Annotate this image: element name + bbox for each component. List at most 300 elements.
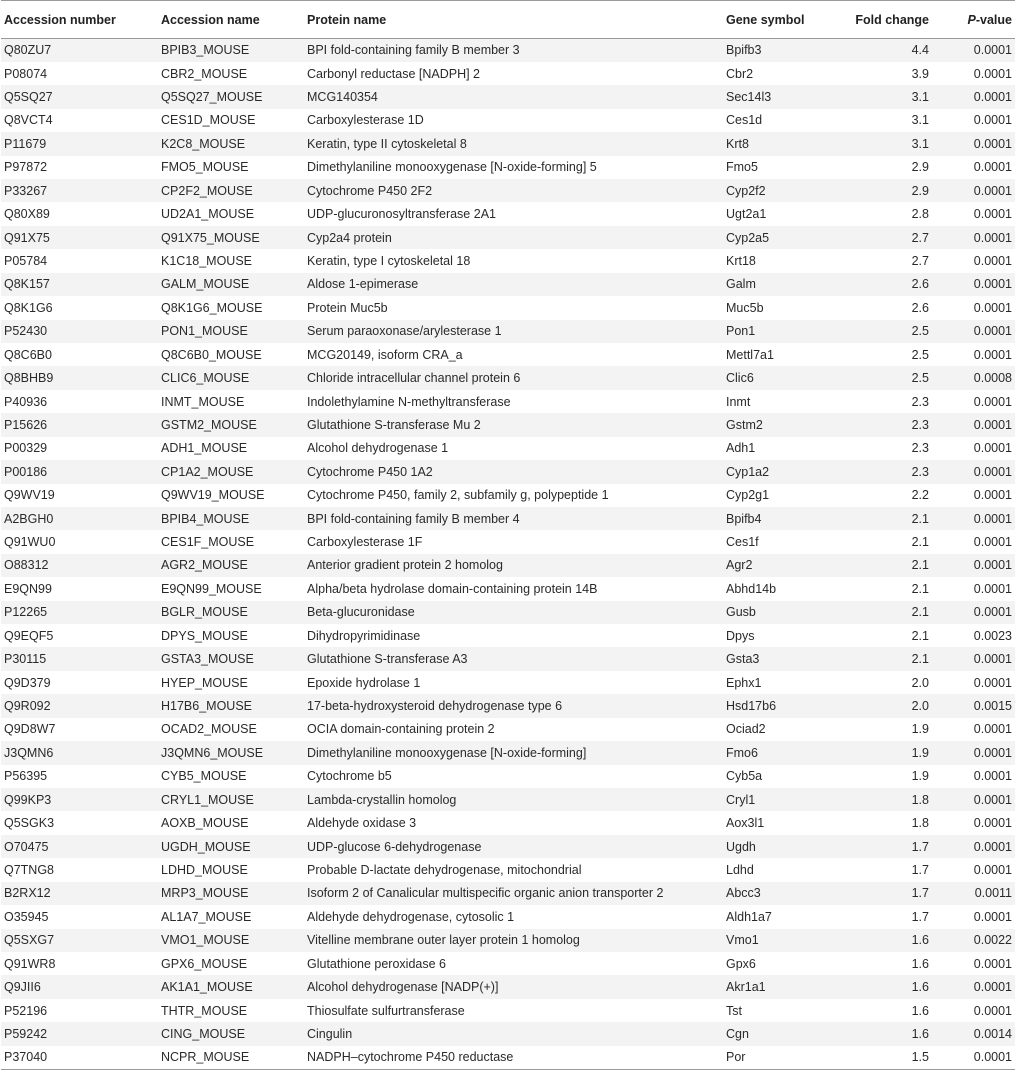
p-value-cell: 0.0001 [973, 535, 1012, 550]
accession-number-cell: P52430 [1, 320, 158, 343]
protein-name-cell: Cingulin [304, 1022, 723, 1045]
table-row [1, 882, 1015, 905]
fold-change-cell: 1.6 [823, 929, 932, 952]
accession-name-cell: UGDH_MOUSE [158, 835, 304, 858]
gene-symbol-cell: Bpifb3 [723, 39, 823, 62]
accession-number-cell: Q8C6B0 [4, 347, 52, 362]
protein-name-cell: Dimethylaniline monooxygenase [N-oxide-forming] 5 [307, 160, 597, 175]
table-row [1, 718, 1015, 741]
accession-name-cell: CBR2_MOUSE [161, 66, 248, 81]
accession-name-cell: Q91X75_MOUSE [158, 226, 304, 249]
table-row [1, 671, 1015, 694]
fold-change-cell: 3.1 [823, 132, 932, 155]
table-row [1, 624, 1015, 647]
p-value-cell: 0.0001 [973, 394, 1012, 409]
header-p-value-suffix: -value [975, 12, 1012, 27]
accession-number-cell: P00186 [1, 460, 158, 483]
table-row [1, 484, 1015, 507]
gene-symbol-cell: Inmt [726, 394, 751, 409]
table-row [1, 320, 1015, 343]
accession-number-cell: P56395 [4, 769, 48, 784]
accession-name-cell: OCAD2_MOUSE [161, 722, 257, 737]
table-body [1, 39, 1015, 1070]
fold-change-cell: 2.9 [823, 179, 932, 202]
table-row [1, 85, 1015, 108]
gene-symbol-cell: Agr2 [723, 554, 823, 577]
protein-name-cell: Cytochrome P450 1A2 [304, 460, 723, 483]
accession-name-cell: BGLR_MOUSE [158, 601, 304, 624]
p-value-cell: 0.0001 [932, 788, 1015, 811]
gene-symbol-cell: Fmo6 [723, 741, 823, 764]
p-value-cell: 0.0001 [932, 554, 1015, 577]
gene-symbol-cell: Akr1a1 [723, 975, 823, 998]
p-value-cell: 0.0001 [932, 601, 1015, 624]
gene-symbol-cell: Aldh1a7 [726, 909, 772, 924]
p-value-cell: 0.0023 [973, 628, 1012, 643]
protein-name-cell: Glutathione S-transferase Mu 2 [304, 413, 723, 436]
protein-name-cell: Serum paraoxonase/arylesterase 1 [304, 320, 723, 343]
accession-name-cell: AOXB_MOUSE [161, 816, 249, 831]
gene-symbol-cell: Clic6 [723, 366, 823, 389]
header-fold-change: Fold change [823, 1, 932, 39]
p-value-cell: 0.0001 [932, 507, 1015, 530]
p-value-cell: 0.0001 [973, 66, 1012, 81]
gene-symbol-cell: Ces1f [726, 535, 759, 550]
accession-name-cell: BPIB4_MOUSE [158, 507, 304, 530]
p-value-cell: 0.0001 [973, 581, 1012, 596]
table-row [1, 273, 1015, 296]
accession-number-cell: O88312 [1, 554, 158, 577]
gene-symbol-cell: Gusb [723, 601, 823, 624]
accession-name-cell: HYEP_MOUSE [161, 675, 248, 690]
p-value-cell: 0.0001 [973, 254, 1012, 268]
accession-number-cell: Q7TNG8 [4, 862, 55, 877]
header-accession-name: Accession name [158, 1, 304, 39]
fold-change-cell: 2.0 [911, 675, 929, 690]
table-row [1, 788, 1015, 811]
protein-name-cell: Dimethylaniline monooxygenase [N-oxide-forming] [304, 741, 723, 764]
fold-change-cell: 2.3 [823, 413, 932, 436]
accession-number-cell: Q91WR8 [4, 956, 56, 971]
fold-change-cell: 1.8 [911, 816, 929, 831]
protein-name-cell: Chloride intracellular channel protein 6 [304, 366, 723, 389]
fold-change-cell: 1.7 [911, 862, 929, 877]
p-value-cell: 0.0011 [932, 882, 1015, 905]
accession-name-cell: UD2A1_MOUSE [161, 207, 255, 222]
fold-change-cell: 1.6 [823, 1022, 932, 1045]
p-value-cell: 0.0001 [973, 441, 1012, 456]
fold-change-cell: 1.9 [911, 722, 929, 737]
gene-symbol-cell: Cryl1 [723, 788, 823, 811]
fold-change-cell: 2.1 [823, 601, 932, 624]
gene-symbol-cell: Aox3l1 [726, 816, 765, 831]
table-row [1, 460, 1015, 483]
fold-change-cell: 1.7 [911, 909, 929, 924]
protein-name-cell: Protein Muc5b [307, 300, 388, 315]
fold-change-cell: 3.1 [823, 85, 932, 108]
protein-name-cell: Alcohol dehydrogenase [NADP(+)] [304, 975, 723, 998]
accession-number-cell: Q5SXG7 [1, 929, 158, 952]
table-row [1, 249, 1015, 272]
accession-name-cell: Q8K1G6_MOUSE [161, 300, 263, 315]
table-row [1, 765, 1015, 788]
accession-number-cell: Q99KP3 [1, 788, 158, 811]
table-row [1, 390, 1015, 413]
gene-symbol-cell: Ephx1 [726, 675, 762, 690]
p-value-cell: 0.0001 [932, 647, 1015, 670]
accession-number-cell: Q91X75 [1, 226, 158, 249]
table-row [1, 1022, 1015, 1045]
p-value-cell: 0.0001 [932, 320, 1015, 343]
accession-number-cell: J3QMN6 [1, 741, 158, 764]
protein-table [1, 0, 1015, 1070]
accession-number-cell: E9QN99 [4, 581, 52, 596]
table-row [1, 975, 1015, 998]
protein-name-cell: MCG140354 [304, 85, 723, 108]
p-value-cell: 0.0001 [932, 179, 1015, 202]
gene-symbol-cell: Ociad2 [726, 722, 766, 737]
p-value-cell: 0.0001 [973, 769, 1012, 784]
accession-name-cell: GPX6_MOUSE [161, 956, 248, 971]
accession-name-cell: H17B6_MOUSE [158, 694, 304, 717]
fold-change-cell: 1.7 [823, 835, 932, 858]
accession-number-cell: Q91WU0 [4, 535, 56, 550]
accession-number-cell: P15626 [1, 413, 158, 436]
accession-name-cell: CRYL1_MOUSE [158, 788, 304, 811]
fold-change-cell: 2.1 [911, 581, 929, 596]
fold-change-cell: 3.1 [911, 113, 929, 128]
p-value-cell: 0.0001 [973, 207, 1012, 222]
accession-name-cell: CLIC6_MOUSE [158, 366, 304, 389]
fold-change-cell: 2.1 [823, 647, 932, 670]
accession-name-cell: AK1A1_MOUSE [158, 975, 304, 998]
fold-change-cell: 2.3 [911, 441, 929, 456]
accession-name-cell: CP2F2_MOUSE [158, 179, 304, 202]
gene-symbol-cell: Gstm2 [723, 413, 823, 436]
accession-name-cell: Q9WV19_MOUSE [161, 488, 265, 503]
p-value-cell: 0.0015 [932, 694, 1015, 717]
fold-change-cell: 2.1 [911, 628, 929, 643]
table-row [1, 437, 1015, 460]
accession-number-cell: P40936 [4, 394, 48, 409]
accession-number-cell: P37040 [1, 1046, 158, 1069]
gene-symbol-cell: Por [723, 1046, 823, 1069]
p-value-cell: 0.0001 [932, 1046, 1015, 1069]
table-row [1, 413, 1015, 436]
protein-name-cell: Glutathione peroxidase 6 [307, 956, 446, 971]
protein-name-cell: Aldehyde dehydrogenase, cytosolic 1 [307, 909, 515, 924]
p-value-cell: 0.0001 [932, 460, 1015, 483]
table-row [1, 647, 1015, 670]
p-value-cell: 0.0001 [932, 39, 1015, 62]
protein-name-cell: Probable D-lactate dehydrogenase, mitochondrial [307, 862, 582, 877]
accession-name-cell: LDHD_MOUSE [161, 862, 248, 877]
accession-number-cell: Q9R092 [1, 694, 158, 717]
accession-name-cell: MRP3_MOUSE [158, 882, 304, 905]
fold-change-cell: 2.1 [823, 554, 932, 577]
header-p-value-italic: P [967, 12, 976, 27]
table-row [1, 601, 1015, 624]
table-row [1, 296, 1015, 319]
accession-name-cell: Q8C6B0_MOUSE [161, 347, 262, 362]
accession-name-cell: CING_MOUSE [158, 1022, 304, 1045]
fold-change-cell: 2.8 [911, 207, 929, 222]
table-row [1, 835, 1015, 858]
table-row [1, 530, 1015, 553]
gene-symbol-cell: Vmo1 [723, 929, 823, 952]
header-accession-number: Accession number [1, 1, 158, 39]
accession-number-cell: Q9D8W7 [4, 722, 56, 737]
accession-number-cell: Q8K1G6 [4, 300, 53, 315]
fold-change-cell: 1.8 [823, 788, 932, 811]
accession-number-cell: P08074 [4, 66, 48, 81]
table-row [1, 905, 1015, 928]
gene-symbol-cell: Fmo5 [726, 160, 758, 175]
gene-symbol-cell: Cyp2a5 [723, 226, 823, 249]
table-row [1, 109, 1015, 132]
gene-symbol-cell: Dpys [726, 628, 755, 643]
gene-symbol-cell: Cyp2f2 [723, 179, 823, 202]
table-row [1, 811, 1015, 834]
accession-name-cell: DPYS_MOUSE [161, 628, 248, 643]
p-value-cell: 0.0001 [932, 975, 1015, 998]
gene-symbol-cell: Pon1 [723, 320, 823, 343]
gene-symbol-cell: Muc5b [726, 300, 764, 315]
gene-symbol-cell: Cgn [723, 1022, 823, 1045]
p-value-cell: 0.0001 [973, 160, 1012, 175]
protein-name-cell: Carboxylesterase 1D [307, 113, 424, 128]
accession-number-cell: P00329 [4, 441, 48, 456]
protein-name-cell: Beta-glucuronidase [304, 601, 723, 624]
accession-name-cell: K1C18_MOUSE [161, 254, 253, 268]
accession-name-cell: E9QN99_MOUSE [161, 581, 262, 596]
accession-name-cell: GSTA3_MOUSE [158, 647, 304, 670]
accession-name-cell: GSTM2_MOUSE [158, 413, 304, 436]
protein-name-cell: Aldose 1-epimerase [304, 273, 723, 296]
protein-name-cell: BPI fold-containing family B member 3 [304, 39, 723, 62]
p-value-cell: 0.0001 [973, 347, 1012, 362]
gene-symbol-cell: Ugt2a1 [726, 207, 767, 222]
p-value-cell: 0.0001 [973, 816, 1012, 831]
p-value-cell: 0.0001 [973, 675, 1012, 690]
gene-symbol-cell: Ugdh [723, 835, 823, 858]
gene-symbol-cell: Tst [726, 1003, 742, 1018]
accession-number-cell: O35945 [4, 909, 49, 924]
p-value-cell: 0.0001 [932, 273, 1015, 296]
p-value-cell: 0.0001 [932, 413, 1015, 436]
protein-name-cell: Anterior gradient protein 2 homolog [304, 554, 723, 577]
protein-name-cell: MCG20149, isoform CRA_a [307, 347, 463, 362]
protein-name-cell: Alpha/beta hydrolase domain-containing protein 14B [307, 581, 598, 596]
fold-change-cell: 1.9 [823, 741, 932, 764]
fold-change-cell: 2.1 [911, 535, 929, 550]
gene-symbol-cell: Galm [723, 273, 823, 296]
fold-change-cell: 4.4 [823, 39, 932, 62]
gene-symbol-cell: Cyp1a2 [723, 460, 823, 483]
protein-name-cell: Aldehyde oxidase 3 [307, 816, 417, 831]
fold-change-cell: 2.7 [823, 226, 932, 249]
table-row [1, 62, 1015, 85]
fold-change-cell: 2.6 [911, 300, 929, 315]
table-row [1, 202, 1015, 225]
p-value-cell: 0.0001 [973, 862, 1012, 877]
table-row [1, 554, 1015, 577]
p-value-cell: 0.0001 [973, 1003, 1012, 1018]
accession-number-cell: Q80ZU7 [1, 39, 158, 62]
table-row [1, 179, 1015, 202]
fold-change-cell: 2.2 [911, 488, 929, 503]
table-row [1, 999, 1015, 1022]
accession-name-cell: VMO1_MOUSE [158, 929, 304, 952]
accession-name-cell: CES1F_MOUSE [161, 535, 255, 550]
accession-name-cell: K2C8_MOUSE [158, 132, 304, 155]
fold-change-cell: 3.9 [911, 66, 929, 81]
table-row [1, 694, 1015, 717]
protein-name-cell: Glutathione S-transferase A3 [304, 647, 723, 670]
table-row [1, 343, 1015, 366]
gene-symbol-cell: Krt8 [723, 132, 823, 155]
protein-name-cell: UDP-glucuronosyltransferase 2A1 [307, 207, 496, 222]
accession-number-cell: P12265 [1, 601, 158, 624]
protein-name-cell: 17-beta-hydroxysteroid dehydrogenase type 6 [304, 694, 723, 717]
header-gene-symbol: Gene symbol [723, 1, 823, 39]
p-value-cell: 0.0001 [973, 488, 1012, 503]
accession-name-cell: CP1A2_MOUSE [158, 460, 304, 483]
accession-number-cell: Q5SGK3 [4, 816, 55, 831]
gene-symbol-cell: Bpifb4 [723, 507, 823, 530]
protein-name-cell: Lambda-crystallin homolog [304, 788, 723, 811]
accession-number-cell: P59242 [1, 1022, 158, 1045]
protein-name-cell: UDP-glucose 6-dehydrogenase [304, 835, 723, 858]
fold-change-cell: 2.0 [823, 694, 932, 717]
accession-number-cell: P33267 [1, 179, 158, 202]
gene-symbol-cell: Abcc3 [723, 882, 823, 905]
p-value-cell: 0.0001 [932, 85, 1015, 108]
fold-change-cell: 2.5 [823, 320, 932, 343]
table-row [1, 858, 1015, 881]
p-value-cell: 0.0008 [932, 366, 1015, 389]
table-row [1, 156, 1015, 179]
fold-change-cell: 2.3 [911, 394, 929, 409]
accession-name-cell: BPIB3_MOUSE [158, 39, 304, 62]
accession-number-cell: Q8VCT4 [4, 113, 53, 128]
p-value-cell: 0.0001 [932, 226, 1015, 249]
protein-name-cell: Cytochrome b5 [307, 769, 392, 784]
accession-name-cell: FMO5_MOUSE [161, 160, 249, 175]
protein-name-cell: Carboxylesterase 1F [307, 535, 423, 550]
protein-name-cell: Cyp2a4 protein [304, 226, 723, 249]
accession-number-cell: Q9JII6 [1, 975, 158, 998]
fold-change-cell: 1.6 [823, 975, 932, 998]
fold-change-cell: 2.1 [823, 507, 932, 530]
protein-name-cell: Isoform 2 of Canalicular multispecific organic anion transporter 2 [304, 882, 723, 905]
gene-symbol-cell: Cyp2g1 [726, 488, 770, 503]
protein-name-cell: Keratin, type I cytoskeletal 18 [307, 254, 471, 268]
fold-change-cell: 2.5 [823, 366, 932, 389]
gene-symbol-cell: Cbr2 [726, 66, 754, 81]
fold-change-cell: 1.6 [911, 1003, 929, 1018]
accession-name-cell: J3QMN6_MOUSE [158, 741, 304, 764]
p-value-cell: 0.0001 [973, 113, 1012, 128]
accession-number-cell: Q8BHB9 [1, 366, 158, 389]
accession-number-cell: P52196 [4, 1003, 48, 1018]
table-row [1, 366, 1015, 389]
protein-name-cell: OCIA domain-containing protein 2 [307, 722, 495, 737]
protein-name-cell: Dihydropyrimidinase [307, 628, 421, 643]
p-value-cell: 0.0001 [932, 835, 1015, 858]
protein-name-cell: Carbonyl reductase [NADPH] 2 [307, 66, 480, 81]
gene-symbol-cell: Mettl7a1 [726, 347, 774, 362]
header-protein-name: Protein name [304, 1, 723, 39]
accession-name-cell: AGR2_MOUSE [158, 554, 304, 577]
accession-number-cell: Q8K157 [1, 273, 158, 296]
p-value-cell: 0.0001 [973, 909, 1012, 924]
table-row [1, 1046, 1015, 1069]
protein-name-cell: BPI fold-containing family B member 4 [304, 507, 723, 530]
table-header [1, 1, 1015, 39]
table-row [1, 226, 1015, 249]
protein-name-cell: Cytochrome P450 2F2 [304, 179, 723, 202]
accession-number-cell: Q9WV19 [4, 488, 55, 503]
gene-symbol-cell: Ces1d [726, 113, 763, 128]
table-row [1, 507, 1015, 530]
p-value-cell: 0.0001 [932, 132, 1015, 155]
gene-symbol-cell: Krt18 [726, 254, 756, 268]
accession-name-cell: NCPR_MOUSE [158, 1046, 304, 1069]
fold-change-cell: 2.5 [911, 347, 929, 362]
accession-number-cell: Q5SQ27 [1, 85, 158, 108]
protein-name-cell: Alcohol dehydrogenase 1 [307, 441, 449, 456]
header-p-value [932, 1, 1015, 39]
accession-number-cell: Q9EQF5 [4, 628, 54, 643]
gene-symbol-cell: Cyb5a [726, 769, 763, 784]
accession-name-cell: Q5SQ27_MOUSE [158, 85, 304, 108]
gene-symbol-cell: Abhd14b [726, 581, 777, 596]
fold-change-cell: 2.7 [911, 254, 929, 268]
p-value-cell: 0.0001 [973, 956, 1012, 971]
accession-number-cell: Q9D379 [4, 675, 51, 690]
gene-symbol-cell: Hsd17b6 [723, 694, 823, 717]
protein-name-cell: Cytochrome P450, family 2, subfamily g, polypeptide 1 [307, 488, 609, 503]
accession-name-cell: ADH1_MOUSE [161, 441, 248, 456]
header-row [1, 1, 1015, 39]
gene-symbol-cell: Adh1 [726, 441, 756, 456]
accession-number-cell: Q80X89 [4, 207, 50, 222]
p-value-cell: 0.0022 [932, 929, 1015, 952]
table-row [1, 952, 1015, 975]
table-row [1, 132, 1015, 155]
accession-name-cell: CYB5_MOUSE [161, 769, 247, 784]
accession-name-cell: GALM_MOUSE [158, 273, 304, 296]
accession-number-cell: P11679 [1, 132, 158, 155]
fold-change-cell: 2.6 [823, 273, 932, 296]
fold-change-cell: 1.5 [823, 1046, 932, 1069]
fold-change-cell: 2.3 [823, 460, 932, 483]
accession-number-cell: P30115 [1, 647, 158, 670]
p-value-cell: 0.0001 [973, 722, 1012, 737]
table-row [1, 741, 1015, 764]
protein-name-cell: Vitelline membrane outer layer protein 1 homolog [304, 929, 723, 952]
protein-name-cell: NADPH–cytochrome P450 reductase [304, 1046, 723, 1069]
accession-name-cell: THTR_MOUSE [161, 1003, 248, 1018]
accession-number-cell: O70475 [1, 835, 158, 858]
fold-change-cell: 2.9 [911, 160, 929, 175]
table-row [1, 577, 1015, 600]
accession-number-cell: B2RX12 [1, 882, 158, 905]
accession-number-cell: A2BGH0 [1, 507, 158, 530]
accession-name-cell: PON1_MOUSE [158, 320, 304, 343]
fold-change-cell: 1.7 [823, 882, 932, 905]
